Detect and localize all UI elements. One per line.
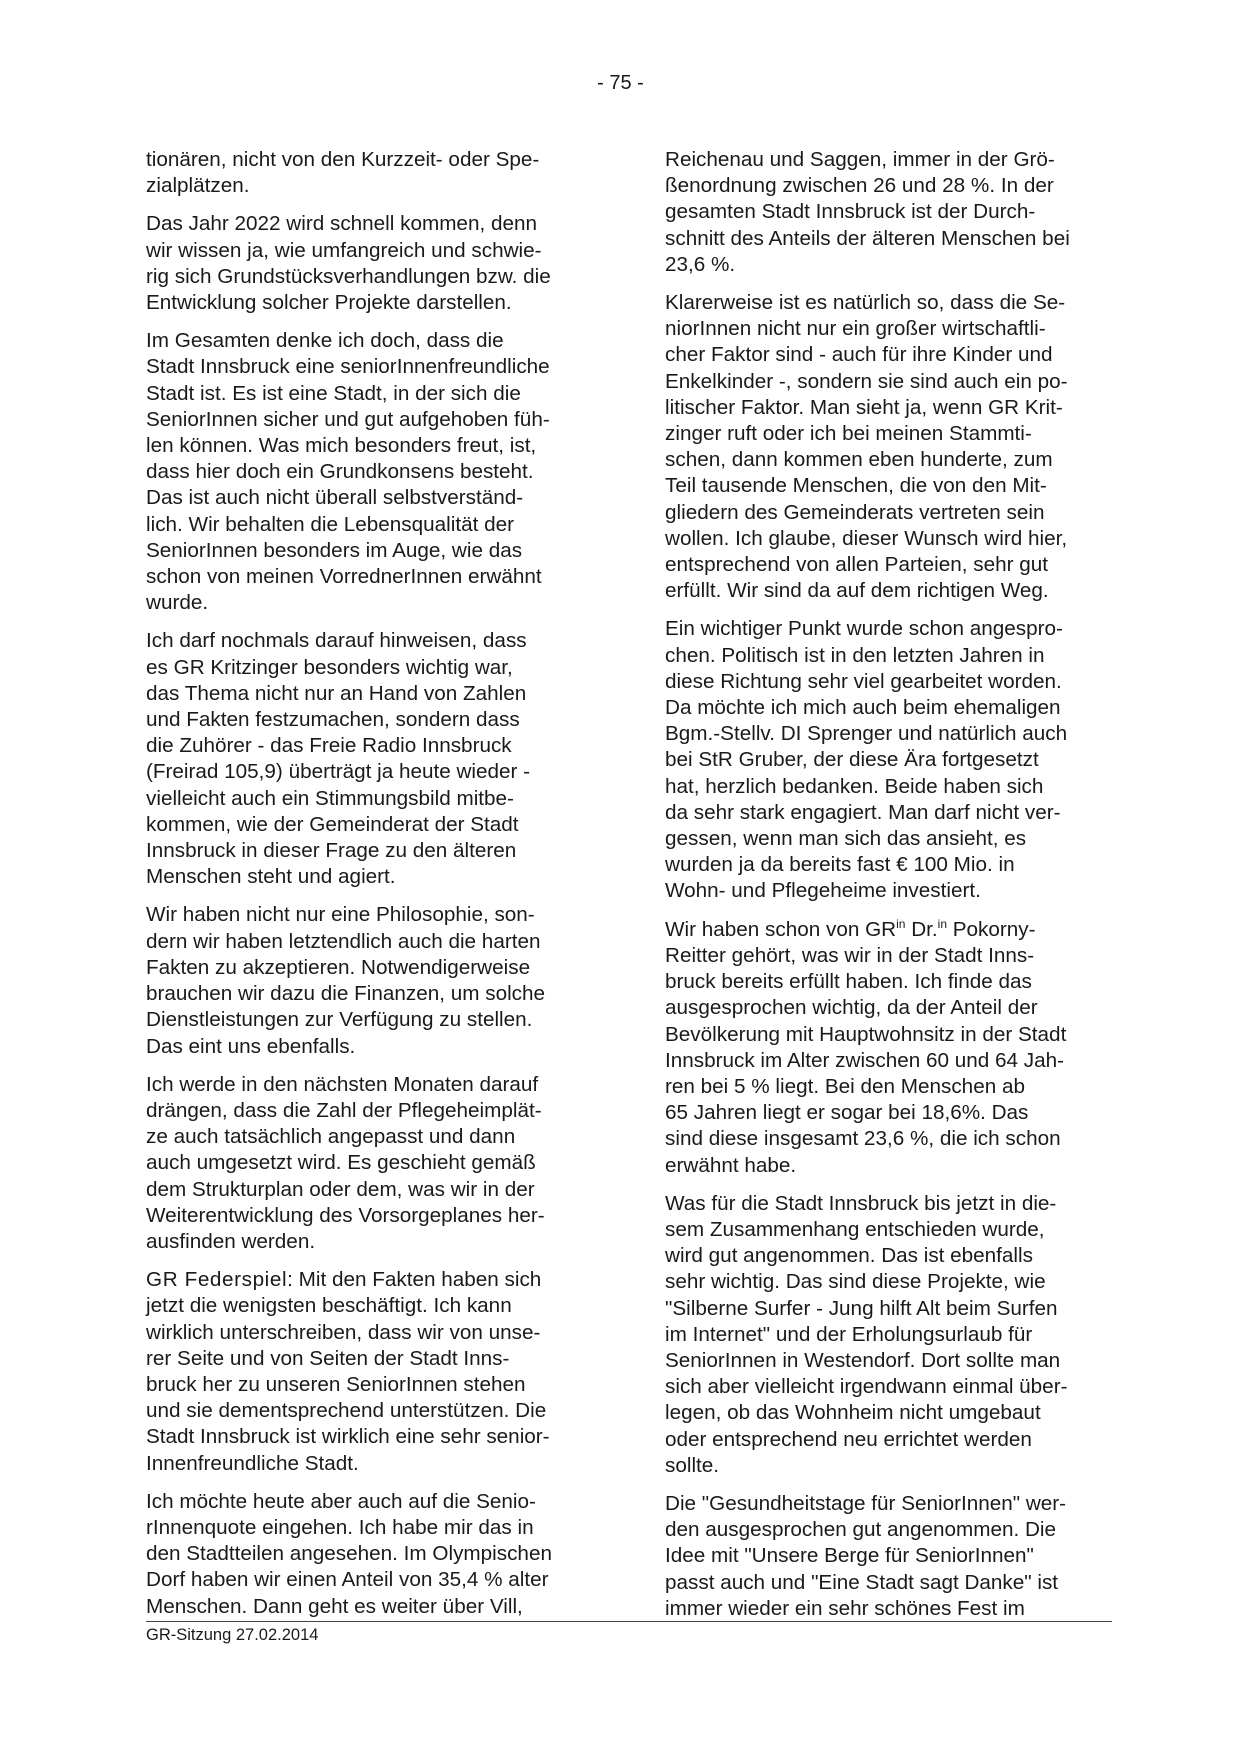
paragraph: tionären, nicht von den Kurzzeit- oder Spe- zialplätzen.	[146, 148, 540, 198]
paragraph: Die "Gesundheitstage für SeniorInnen" wer- den ausgesprochen gut angenommen. Die Idee mit "Unsere Berge für SeniorInnen" passt auch und "Eine Stadt sagt Danke" ist immer wieder ein sehr schönes Fest im	[665, 1491, 1067, 1620]
paragraph: Ein wichtiger Punkt wurde schon angespro- chen. Politisch ist in den letzten Jahren in diese Richtung sehr viel gearbeitet worden. Da möchte ich mich auch beim ehemaligen Bgm.-Stellv. DI Sprenger und natürlich auch bei StR Gruber, der diese Ära fortgesetzt hat, herzlich bedanken. Beide haben sich da sehr stark engagiert. Man darf nicht ver- gessen, wenn man sich das ansieht, es wurden ja da bereits fast € 100 Mio. in Wohn- und Pflegeheime investiert.	[665, 617, 1068, 903]
text-fragment: Dr.	[905, 917, 938, 941]
right-text-column	[665, 147, 1127, 1634]
paragraph: Ich möchte heute aber auch auf die Senio- rInnenquote eingehen. Ich habe mir das in den Stadtteilen angesehen. Im Olympischen Dorf haben wir einen Anteil von 35,4 % alter Menschen. Dann geht es weiter über Vill,	[146, 1489, 552, 1618]
superscript: in	[937, 916, 947, 931]
speaker-name: GR Federspiel	[146, 1268, 288, 1292]
footer-divider	[146, 1621, 1112, 1622]
paragraph: Ich darf nochmals darauf hinweisen, dass es GR Kritzinger besonders wichtig war, das Thema nicht nur an Hand von Zahlen und Fakten festzumachen, sondern dass die Zuhörer - das Freie Radio Innsbruck (Freirad 105,9) überträgt ja heute wieder - vielleicht auch ein Stimmungsbild mitbe- kommen, wie der Gemeinderat der Stadt Innsbruck in dieser Frage zu den älteren Menschen steht und agiert.	[146, 629, 531, 889]
paragraph: Im Gesamten denke ich doch, dass die Stadt Innsbruck eine seniorInnenfreundliche Stadt ist. Es ist eine Stadt, in der sich die SeniorInnen sicher und gut aufgehoben füh- len können. Was mich besonders freut, ist, dass hier doch ein Grundkonsens besteht. Das ist auch nicht überall selbstverständ- lich. Wir behalten die Lebensqualität der SeniorInnen besonders im Auge, wie das schon von meinen VorrednerInnen erwähnt wurde.	[146, 329, 550, 615]
paragraph: Das Jahr 2022 wird schnell kommen, denn wir wissen ja, wie umfangreich und schwie- rig sich Grundstücksverhandlungen bzw. die Entwicklung solcher Projekte darstellen.	[146, 212, 551, 315]
paragraph: Reichenau und Saggen, immer in der Grö- ßenordnung zwischen 26 und 28 %. In der gesamten Stadt Innsbruck ist der Durch- schnitt des Anteils der älteren Menschen bei 23,6 %.	[665, 148, 1070, 276]
speaker-text: : Mit den Fakten haben sich jetzt die wenigsten beschäftigt. Ich kann wirklich unterschreiben, dass wir von unse- rer Seite und von Seiten der Stadt Inns- bruck her zu unseren SeniorInnen stehen und sie dementsprechend unterstützen. Die Stadt Innsbruck ist wirklich eine sehr senior- Innenfreundliche Stadt.	[146, 1268, 550, 1475]
text-fragment: Pokorny- Reitter gehört, was wir in der Stadt Inns- bruck bereits erfüllt haben. Ich finde das ausgesprochen wichtig, da der Anteil der Bevölkerung mit Hauptwohnsitz in der Stadt Innsbruck im Alter zwischen 60 und 64 Jah- ren bei 5 % liegt. Bei den Menschen ab 65 Jahren liegt er sogar bei 18,6%. Das sind diese insgesamt 23,6 %, die ich schon erwähnt habe.	[665, 917, 1067, 1177]
page-number: - 75 -	[597, 72, 644, 94]
left-text-column	[146, 147, 608, 1632]
footer-session-date: GR-Sitzung 27.02.2014	[146, 1626, 319, 1644]
paragraph	[665, 917, 1127, 1179]
text-fragment: Wir haben schon von GR	[665, 917, 897, 941]
superscript: in	[896, 916, 906, 931]
paragraph: Ich werde in den nächsten Monaten darauf drängen, dass die Zahl der Pflegeheimplät- ze auch tatsächlich angepasst und dann auch umgesetzt wird. Es geschieht gemäß dem Strukturplan oder dem, was wir in der Weiterentwicklung des Vorsorgeplanes her- ausfinden werden.	[146, 1072, 545, 1253]
paragraph: Klarerweise ist es natürlich so, dass die Se- niorInnen nicht nur ein großer wirtschaftli- cher Faktor sind - auch für ihre Kinder und Enkelkinder -, sondern sie sind auch ein po- litischer Faktor. Man sieht ja, wenn GR Krit- zinger ruft oder ich bei meinen Stammti- schen, dann kommen eben hunderte, zum Teil tausende Menschen, die von den Mit- gliedern des Gemeinderats vertreten sein wollen. Ich glaube, dieser Wunsch wird hier, entsprechend von allen Parteien, sehr gut erfüllt. Wir sind da auf dem richtigen Weg.	[665, 291, 1068, 603]
paragraph: Wir haben nicht nur eine Philosophie, son- dern wir haben letztendlich auch die harten Fakten zu akzeptieren. Notwendigerweise brauchen wir dazu die Finanzen, um solche Dienstleistungen zur Verfügung zu stellen. Das eint uns ebenfalls.	[146, 903, 546, 1058]
speaker-paragraph	[146, 1267, 608, 1477]
paragraph: Was für die Stadt Innsbruck bis jetzt in die- sem Zusammenhang entschieden wurde, wird gut angenommen. Das ist ebenfalls sehr wichtig. Das sind diese Projekte, wie "Silberne Surfer - Jung hilft Alt beim Surfen im Internet" und der Erholungsurlaub für SeniorInnen in Westendorf. Dort sollte man sich aber vielleicht irgendwann einmal über- legen, ob das Wohnheim nicht umgebaut oder entsprechend neu errichtet werden sollte.	[665, 1191, 1068, 1477]
